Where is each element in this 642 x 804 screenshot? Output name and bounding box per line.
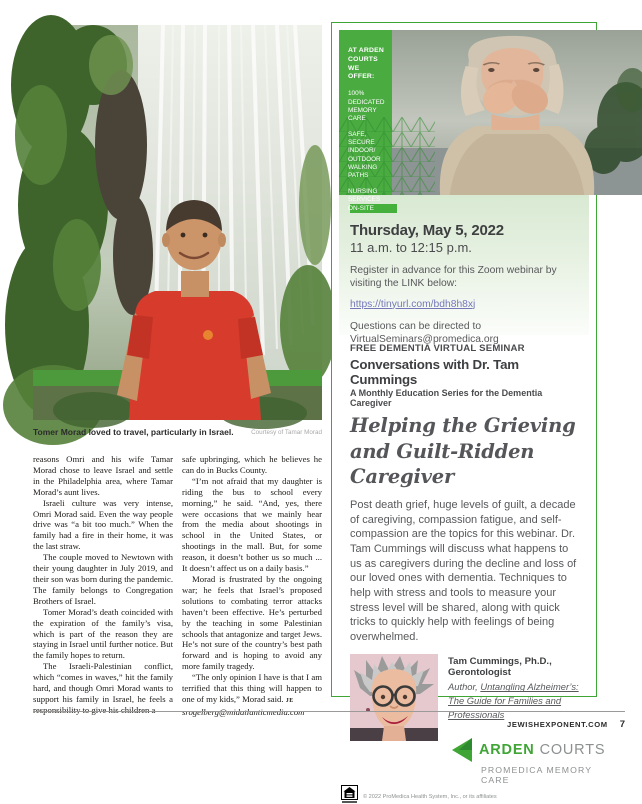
article-column-left xyxy=(33,454,173,718)
register-text: Register in advance for this Zoom webinar by visiting the LINK below: xyxy=(350,265,557,290)
event-time: 11 a.m. to 12:15 p.m. xyxy=(350,240,472,255)
series-title: Conversations with Dr. Tam Cummings xyxy=(350,357,519,387)
article-end-mark: JE xyxy=(285,697,294,704)
questions-text: Questions can be directed to VirtualSeminars@promedica.org xyxy=(350,320,499,346)
brand-courts: COURTS xyxy=(539,742,606,759)
photo-credit: Courtesy of Tamar Morad xyxy=(251,429,322,436)
arden-courts-logo xyxy=(450,737,605,785)
copyright-text: © 2022 ProMedica Health System, Inc., or its affiliates xyxy=(363,794,497,801)
legal-row xyxy=(339,785,589,804)
photo-caption-row xyxy=(33,427,322,437)
article-paragraph: Tomer Morad’s death coincided with the expiration of the family’s visa, which is part of the reason they are staying in Israel until further notice. But the family hopes to return. xyxy=(33,606,173,661)
footer-page-number: 7 xyxy=(619,719,625,730)
offer-item: 100% DEDICATED MEMORY CARE xyxy=(348,90,385,122)
seminar-description: Post death grief, huge levels of guilt, a decade of caregiving, compassion fatigue, and self-compassion are the topics for this webinar. Dr. Tam Cummings will discuss what happens to us as caregivers during the decline and loss of our loved ones with dementia. Techniques to help with stress and tools to measure your stress level will be shared, along with quick tricks to quickly help with feelings of being overwhelmed. xyxy=(350,499,577,643)
seminar-section xyxy=(339,335,589,644)
article-paragraph: The couple moved to Newtown with their young daughter in July 2019, and their son was born during the pandemic. The family belongs to Congregation Brothers of Israel. xyxy=(33,552,173,606)
photo-caption: Tomer Morad loved to travel, particularly in Israel. xyxy=(33,427,234,437)
offer-item: SAFE, SECURE INDOOR/ OUTDOOR WALKING PATHS xyxy=(348,131,381,179)
questions-email: VirtualSeminars@promedica.org xyxy=(350,334,499,346)
article-paragraph: safe upbringing, which he believes he can do in Bucks County. xyxy=(182,454,322,475)
article-column xyxy=(33,25,322,718)
article-body xyxy=(33,454,322,718)
article-paragraph: The Israeli-Palestinian conflict, which “comes in waves,” hit the family hard, and though Omri Morad wants to support his family in Israel, he feels a responsibility to give his children a xyxy=(33,661,173,715)
article-column-right xyxy=(182,454,322,718)
ad-hero xyxy=(339,30,589,212)
event-date: Thursday, May 5, 2022 xyxy=(350,222,504,239)
page-footer xyxy=(33,711,625,730)
article-paragraph: “I’m not afraid that my daughter is riding the bus to school every morning,” he said. “And, yes, there were occasions that we mainly hear from the media about shootings in school in the United States, or shootings in the mall. But, for some reason, it doesn’t bother us so much ... It doesn’t affect us on a daily basis.” xyxy=(182,475,322,574)
brand-arden: ARDEN xyxy=(479,742,535,759)
speaker-name: Tam Cummings, Ph.D., Gerontologist xyxy=(448,656,552,679)
speaker-credentials: Author, Untangling Alzheimer’s: The Guide for Families and Professionals xyxy=(448,681,579,720)
article-paragraph: Morad is frustrated by the ongoing war; he feels that Israel’s proposed solutions to combating terror attacks haven’t been effective. He’s perturbed by the teaching in some Palestinian schools that antagonize and target Jews. He’s not sure of the country’s best path forward and is hoping to avoid any more family tragedy. xyxy=(182,573,322,672)
article-paragraph: reasons Omri and his wife Tamar Morad chose to leave Israel and settle in the Philadelphia area, where Tamar Morad’s aunt lives. xyxy=(33,454,173,497)
article-paragraph: “The only opinion I have is that I am terrified that this thing will happen to one of my kids,” Morad said. JE xyxy=(182,672,322,704)
registration-link[interactable]: https://tinyurl.com/bdh8h8xj xyxy=(350,298,476,310)
seminar-kicker: FREE DEMENTIA VIRTUAL SEMINAR xyxy=(350,343,525,354)
arden-arrow-icon xyxy=(450,737,474,763)
series-subtitle: A Monthly Education Series for the Dementia Caregiver xyxy=(350,388,543,408)
book-title: Untangling Alzheimer’s: The Guide for Families and Professionals xyxy=(448,681,579,720)
article-paragraph: Israeli culture was very intense, Omri Morad said. Even the way people drive was “a bit too much.” When the family had a fire in their home, it was the last straw. xyxy=(33,497,173,552)
equal-housing-icon xyxy=(341,785,358,804)
offer-heading: AT ARDEN COURTS WE OFFER: xyxy=(348,47,384,81)
footer-website: JEWISHEXPONENT.COM xyxy=(507,720,608,729)
offer-item: NURSING SERVICES ON-SITE xyxy=(348,188,381,212)
seminar-headline: Helping the Grieving and Guilt-Ridden Caregiver xyxy=(350,414,576,489)
event-box xyxy=(339,195,589,346)
waterfall-travel-photo xyxy=(33,25,322,420)
author-email: srogelberg@midatlanticmedia.com xyxy=(182,706,305,717)
offer-panel xyxy=(339,30,392,212)
brand-tagline: PROMEDICA MEMORY CARE xyxy=(481,765,592,786)
